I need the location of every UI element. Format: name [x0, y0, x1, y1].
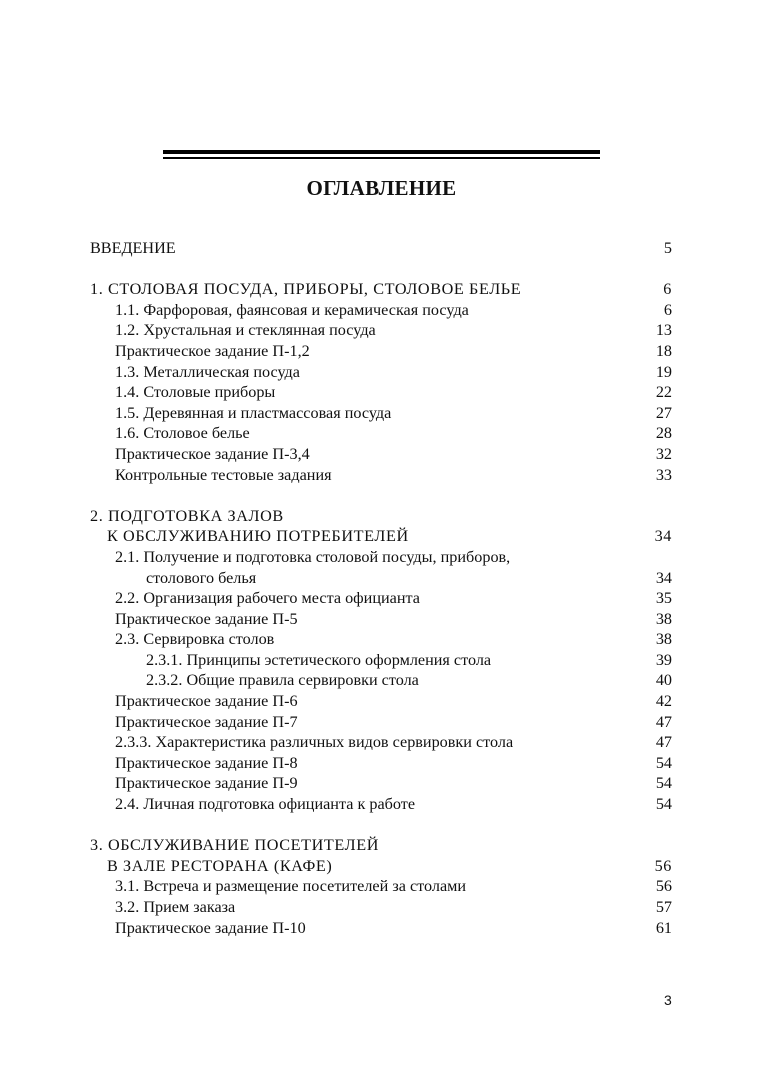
toc-entry-title: Практическое задание П-10 — [115, 918, 306, 937]
toc-entry-title: В ЗАЛЕ РЕСТОРАНА (КАФЕ) — [107, 856, 333, 875]
toc-entry-page: 56 — [655, 877, 672, 896]
toc-entry-page: 54 — [655, 795, 672, 814]
page-number: 3 — [664, 992, 672, 1008]
toc-chapter-3[interactable] — [90, 856, 672, 877]
toc-entry[interactable] — [90, 300, 672, 321]
toc-entry-page: 38 — [655, 630, 672, 649]
header-rule-thin — [163, 157, 600, 159]
page-title: ОГЛАВЛЕНИЕ — [306, 176, 457, 200]
toc-entry-title: Практическое задание П-1,2 — [115, 341, 310, 360]
toc-entry-page: 13 — [655, 321, 672, 340]
toc-entry-page: 54 — [655, 774, 672, 793]
toc-entry-title: 1.6. Столовое белье — [115, 424, 250, 443]
toc-chapter-1[interactable] — [90, 279, 672, 300]
toc-entry-page: 6 — [663, 300, 672, 319]
toc-entry-page: 38 — [655, 609, 672, 628]
spacer — [90, 259, 672, 280]
toc-entry[interactable] — [90, 444, 672, 465]
toc-entry-page: 27 — [655, 403, 672, 422]
toc-entry[interactable] — [90, 423, 672, 444]
toc-entry-title: 3.1. Встреча и размещение посетителей за столами — [115, 877, 467, 896]
spacer — [90, 815, 672, 836]
toc-entry-page: 32 — [655, 444, 672, 463]
toc-entry-title: Практическое задание П-7 — [115, 712, 298, 731]
toc-entry-title: 1.1. Фарфоровая, фаянсовая и керамическая посуда — [115, 300, 469, 319]
toc-entry-title: 2.3.3. Характеристика различных видов сервировки стола — [115, 733, 514, 752]
toc-chapter-3-title-line[interactable]: 3. ОБСЛУЖИВАНИЕ ПОСЕТИТЕЛЕЙ — [90, 836, 380, 855]
toc-entry-page: 18 — [655, 341, 672, 360]
toc-entry[interactable] — [90, 568, 672, 589]
toc-entry[interactable] — [90, 320, 672, 341]
toc-entry-title: 2.2. Организация рабочего места официанта — [115, 589, 420, 608]
header-rule-thick — [163, 150, 600, 154]
toc-entry-page: 56 — [654, 856, 672, 875]
toc-entry-title: 2.3.2. Общие правила сервировки стола — [146, 671, 419, 690]
toc-entry-page: 33 — [655, 465, 672, 484]
toc-entry-title: 3.2. Прием заказа — [115, 898, 236, 916]
toc-entry-page: 34 — [654, 527, 672, 546]
toc-entry[interactable] — [90, 794, 672, 815]
table-of-contents — [90, 238, 672, 938]
toc-entry-page: 39 — [655, 650, 672, 669]
toc-entry-title: 2.4. Личная подготовка официанта к работе — [115, 795, 416, 814]
toc-entry[interactable] — [90, 732, 672, 753]
toc-entry[interactable] — [90, 773, 672, 794]
toc-entry-title: столового белья — [146, 568, 257, 587]
toc-entry-title: 2.3.1. Принципы эстетического оформления стола — [146, 650, 492, 669]
toc-entry[interactable] — [90, 897, 672, 918]
toc-entry-page: 42 — [655, 692, 672, 711]
toc-entry[interactable] — [90, 588, 672, 609]
toc-entry-title: К ОБСЛУЖИВАНИЮ ПОТРЕБИТЕЛЕЙ — [107, 527, 409, 546]
toc-chapter-2-title-line[interactable]: 2. ПОДГОТОВКА ЗАЛОВ — [90, 506, 284, 525]
toc-entry-title: Практическое задание П-3,4 — [115, 444, 310, 463]
toc-entry-page: 35 — [655, 589, 672, 608]
toc-entry-page: 6 — [663, 280, 672, 299]
toc-entry-title: 1. СТОЛОВАЯ ПОСУДА, ПРИБОРЫ, СТОЛОВОЕ БЕЛЬЕ — [90, 280, 522, 299]
toc-chapter-2[interactable] — [90, 526, 672, 547]
toc-entry-title: 1.4. Столовые приборы — [115, 383, 276, 402]
toc-entry-page: 34 — [655, 568, 672, 587]
toc-entry-title: Практическое задание П-6 — [115, 692, 298, 711]
toc-entry[interactable] — [90, 362, 672, 383]
toc-entry[interactable] — [90, 403, 672, 424]
toc-entry[interactable] — [90, 670, 672, 691]
toc-entry-title: 2.3. Сервировка столов — [115, 630, 275, 649]
toc-entry[interactable] — [90, 382, 672, 403]
toc-entry-page: 28 — [655, 424, 672, 443]
toc-entry-title: 1.3. Металлическая посуда — [115, 362, 300, 381]
toc-entry-title-line[interactable]: 2.1. Получение и подготовка столовой посуды, приборов, — [115, 547, 511, 566]
toc-entry-page: 19 — [655, 362, 672, 381]
toc-entry-title: ВВЕДЕНИЕ — [90, 239, 176, 257]
toc-entry-page: 5 — [663, 239, 672, 257]
toc-entry[interactable] — [90, 465, 672, 486]
toc-entry-title: Практическое задание П-9 — [115, 774, 298, 793]
toc-entry[interactable] — [90, 341, 672, 362]
toc-entry[interactable] — [90, 753, 672, 774]
toc-entry-page: 54 — [655, 753, 672, 772]
toc-entry-page: 61 — [655, 918, 672, 937]
toc-entry-title: 1.2. Хрустальная и стеклянная посуда — [115, 321, 376, 340]
toc-entry-page: 47 — [655, 733, 672, 752]
toc-entry-page: 57 — [655, 898, 672, 916]
toc-entry-title: 1.5. Деревянная и пластмассовая посуда — [115, 403, 392, 422]
toc-entry[interactable] — [90, 609, 672, 630]
toc-entry[interactable] — [90, 691, 672, 712]
toc-entry[interactable] — [90, 876, 672, 897]
toc-entry[interactable] — [90, 712, 672, 733]
toc-entry[interactable] — [90, 650, 672, 671]
toc-entry-title: Контрольные тестовые задания — [115, 465, 332, 484]
toc-entry[interactable] — [90, 629, 672, 650]
toc-entry-title: Практическое задание П-8 — [115, 753, 298, 772]
toc-entry-page: 40 — [655, 671, 672, 690]
toc-entry-page: 47 — [655, 712, 672, 731]
toc-entry[interactable] — [90, 918, 672, 939]
spacer — [90, 485, 672, 506]
toc-entry-page: 22 — [655, 383, 672, 402]
toc-entry-title: Практическое задание П-5 — [115, 609, 298, 628]
toc-entry-intro[interactable] — [90, 238, 672, 259]
